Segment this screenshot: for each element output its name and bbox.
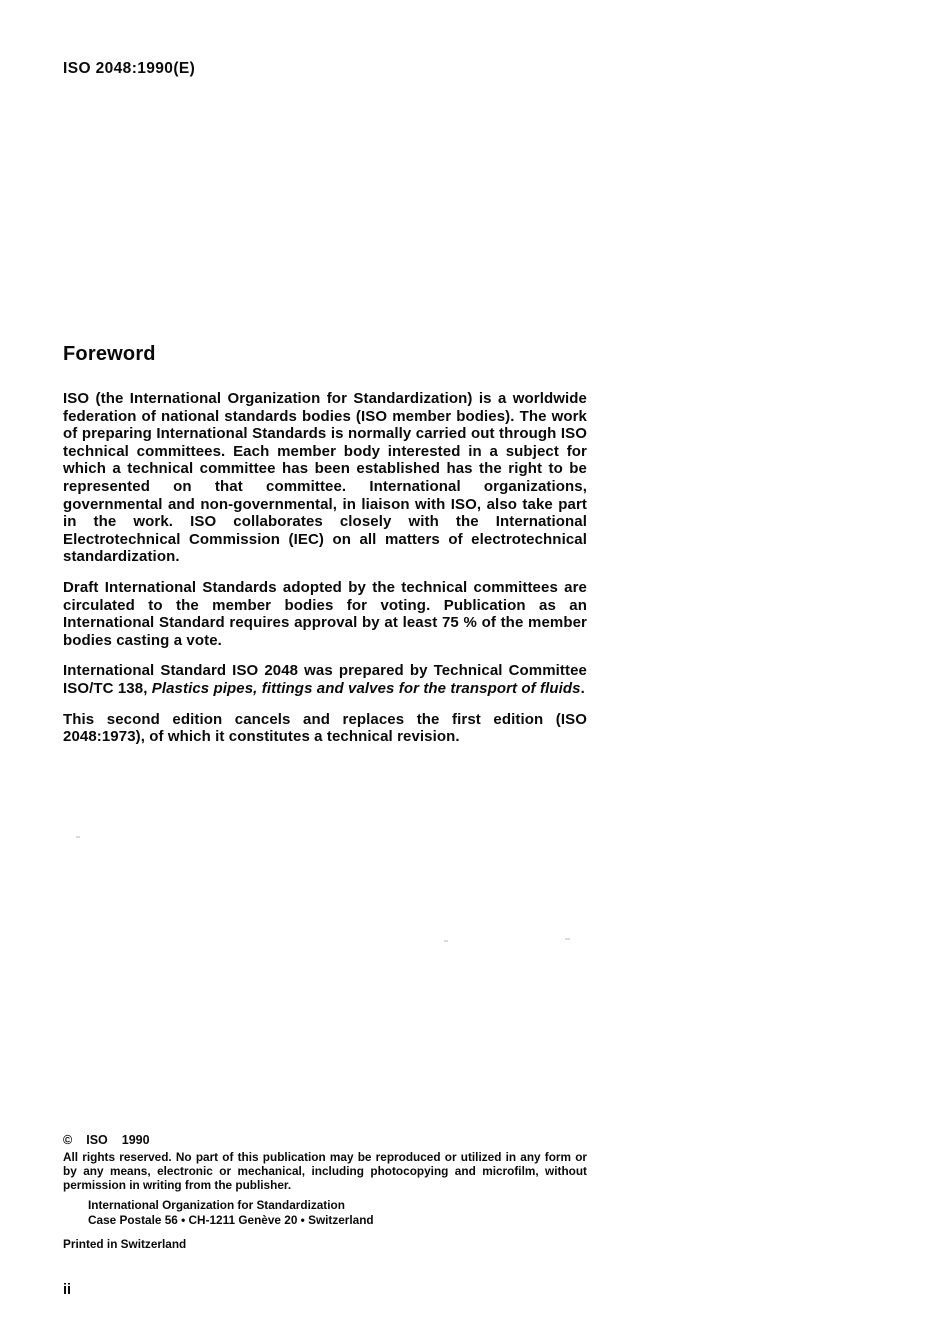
publisher-name: International Organization for Standardization — [88, 1198, 345, 1213]
scan-artifact — [565, 938, 570, 940]
copyright-block — [63, 1133, 587, 1251]
publisher-info — [63, 1198, 587, 1227]
foreword-section — [63, 343, 587, 759]
paragraph: International Standard ISO 2048 was prepared by Technical Committee ISO/TC 138, Plastics pipes, fittings and valves for the transport of fluids. — [63, 662, 587, 697]
copyright-line — [63, 1133, 587, 1147]
publisher-address: Case Postale 56 • CH-1211 Genève 20 • Switzerland — [88, 1212, 374, 1227]
document-id-header: ISO 2048:1990(E) — [63, 60, 196, 77]
scan-artifact — [444, 940, 448, 942]
foreword-paragraphs — [63, 390, 587, 746]
copyright-org: ISO — [86, 1133, 108, 1147]
paragraph: This second edition cancels and replaces the first edition (ISO 2048:1973), of which it constitutes a technical revision. — [63, 710, 587, 746]
foreword-title: Foreword — [63, 343, 156, 365]
scan-artifact — [76, 836, 80, 838]
printed-in-note: Printed in Switzerland — [63, 1237, 187, 1252]
paragraph: ISO (the International Organization for Standardization) is a worldwide federation of national standards bodies (ISO member bodies). The work of preparing International Standards is normally carried out through ISO technical committees. Each member body interested in a subject for which a technical committee has been established has the right to be represented on that committee. International organizations, governmental and non-governmental, in liaison with ISO, also take part in the work. ISO collaborates closely with the International Electrotechnical Commission (IEC) on all matters of electrotechnical standardization. — [63, 390, 587, 566]
copyright-year: 1990 — [121, 1133, 150, 1147]
paragraph: Draft International Standards adopted by the technical committees are circulated to the member bodies for voting. Publication as an International Standard requires approval by at least 75 % of the member bodies casting a vote. — [63, 578, 587, 649]
copyright-symbol: © — [63, 1133, 73, 1147]
page-number: ii — [63, 1282, 72, 1298]
rights-reserved-text: All rights reserved. No part of this publication may be reproduced or utilized in any form or by any means, electronic or mechanical, including photocopying and microfilm, without permission in writing from the publisher. — [63, 1150, 587, 1192]
